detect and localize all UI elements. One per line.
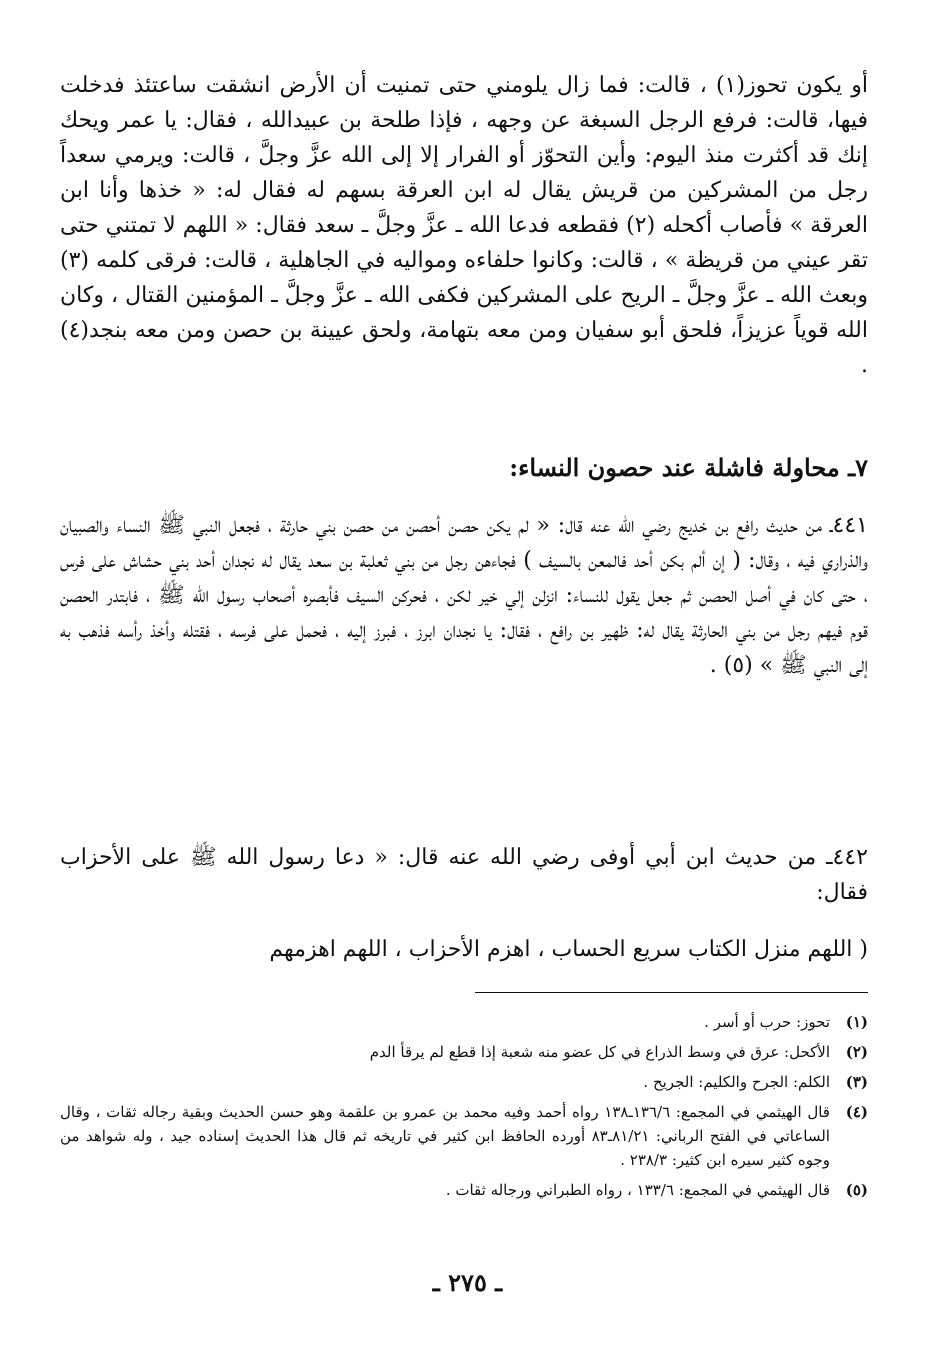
hadith-442-paragraph: ٤٤٢ـ من حديث ابن أبي أوفى رضي الله عنه قال: « دعا رسول الله ﷺ على الأحزاب فقال: <box>60 845 868 905</box>
footnote-number: (٣) <box>845 1073 868 1091</box>
footnote-divider <box>475 992 868 993</box>
footnote-number: (٥) <box>845 1181 868 1199</box>
footnote-item <box>60 1100 868 1172</box>
page-number: ـ ٢٧٥ ـ <box>432 1268 503 1297</box>
footnote-number: (١) <box>845 1013 868 1031</box>
footnote-number: (٤) <box>845 1103 868 1121</box>
footnote-text: الأكحل: عرق في وسط الذراع في كل عضو منه شعبة إذا قطع لم يرقأ الدم <box>369 1043 830 1061</box>
section-heading: ٧ـ محاولة فاشلة عند حصون النساء: <box>509 453 868 482</box>
footnote-number: (٢) <box>845 1043 868 1061</box>
intro-paragraph: أو يكون تحوز(١) ، قالت: فما زال يلومني حتى تمنيت أن الأرض انشقت ساعتئذ فدخلت فيها، قالت: فرفع الرجل السبغة عن وجهه ، فإذا طلحة بن عبيدالله ، فقال: يا عمر ويحك إنك قد أكثرت منذ اليوم: وأين التحوّز أو الفرار إلا إلى الله عزَّ وجلَّ ، قالت: ويرمي سعداً رجل من المشركين من قريش يقال له ابن العرقة بسهم له فقال له: « خذها وأنا ابن العرقة » فأصاب أكحله (٢) فقطعه فدعا الله ـ عزَّ وجلَّ ـ سعد فقال: « اللهم لا تمتني حتى تقر عيني من قريظة » ، قالت: وكانوا حلفاءه ومواليه في الجاهلية ، قالت: فرقى كلمه (٣) وبعث الله ـ عزَّ وجلَّ ـ الريح على المشركين فكفى الله ـ عزَّ وجلَّ ـ المؤمنين القتال ، وكان الله قوياً عزيزاً، فلحق أبو سفيان ومن معه بتهامة، ولحق عيينة بن حصن ومن معه بنجد(٤) . <box>60 73 868 378</box>
footnote-item <box>60 1070 868 1094</box>
footnote-text: قال الهيثمي في المجمع: ١٣٦/٦ـ١٣٨ رواه أحمد وفيه محمد بن عمرو بن علقمة وهو حسن الحديث وبقية رجاله ثقات ، وقال الساعاتي في الفتح الرباني: ٨١/٢١ـ٨٣ أورده الحافظ ابن كثير في تاريخه ثم قال هذا الحديث إسناده جيد ، وله شواهد من وجوه كثير سيره ابن كثير: ٢٣٨/٣ . <box>60 1103 830 1169</box>
footnotes-list <box>60 1010 868 1208</box>
footnote-item <box>60 1040 868 1064</box>
dua-paragraph: ( اللهم منزل الكتاب سريع الحساب ، اهزم الأحزاب ، اللهم اهزمهم <box>269 937 868 962</box>
footnote-item <box>60 1010 868 1034</box>
footnote-text: قال الهيثمي في المجمع: ١٣٣/٦ ، رواه الطبراني ورجاله ثقات . <box>445 1181 830 1199</box>
hadith-441-paragraph: ٤٤١ـ من حديث رافع بن خديج رضي الله عنه قال: « لم يكن حصن أحصن من حصن بني حارثة ، فجعل النبي ﷺ النساء والصبيان والذراري فيه ، وقال: ( إن ألم بكن أحد فالمعن بالسيف ) فجاءهن رجل من بني ثعلبة بن سعد يقال له نجدان أحد بني حشاش على فرس ، حتى كان في أصل الحصن ثم جعل يقول للنساء: انزلن إلي خير لكن ، فحركن السيف فأبصره أصحاب رسول الله ﷺ ، فابتدر الحصن قوم فيهم رجل من بني الحارثة يقال له: ظهير بن رافع ، فقال: يا نجدان ابرز ، فبرز إليه ، فحمل على فرسه ، فقتله وأخذ رأسه فذهب به إلى النبي ﷺ » (٥) . <box>60 513 868 678</box>
footnote-item <box>60 1178 868 1202</box>
footnote-text: الكلم: الجرح والكليم: الجريح . <box>643 1073 830 1091</box>
footnote-text: تحوز: حرب أو أسر . <box>704 1013 830 1031</box>
